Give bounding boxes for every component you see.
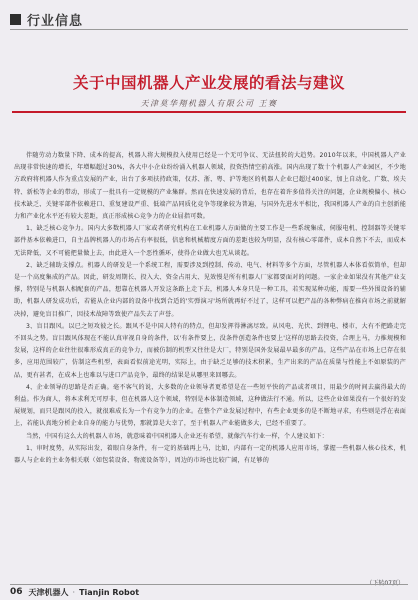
- page-footer: [10, 586, 139, 598]
- section-title: 行业信息: [27, 13, 84, 29]
- footer-divider: [10, 584, 408, 585]
- article-byline: 天津莫华翔机器人有限公司 王赛: [140, 99, 278, 108]
- section-header: [10, 10, 83, 28]
- page-number: 06: [10, 587, 23, 597]
- article-title: 关于中国机器人产业发展的看法与建议: [72, 73, 345, 92]
- paragraph: 4、企业领导的思路是否正确。毫不客气的说，大多数的企业领导者更希望是在一些短平快的产品或者项目，用最少的时间去赢得最大的利益。作为商人，将本求利无可厚非，但在机器人这个领域，特别是本体制造领域，这种做法行不通。所以，这些企业如果没有一个很好的发展规划，而只是跟风的投入，就很难成长为一个有竞争力的企业。在整个产业发展过程中，有些企业更多的是不断地寻求，有些则是浮在表面上，若能认真地分析企业自身的能力与优势，那就算是大幸了，至于机器人产业能做多大，已经不重要了。: [14, 383, 406, 428]
- paragraph: 3、盲目跟风。以已之短攻彼之长。跟风不是中国人特有的特点，但却发挥得淋漓尽致。从风电、光伏、到锂电、楼市，大有不把路走完不回头之势。盲目跟风体现在不能认真审视自身的条件，以'有条件要上，没条件创造条件也要上'这样的思路去投资，合理上马，力推规模和发展，这样的企业往往很难形成真正的竞争力，而被仿制的机型又往往是大厂，特别是国外发展最早最多的产品，这些产品在市场上已存在很多，应用范围较广，仿制这些机型，表面看似前途光明，实际上，由于缺乏足够的技术积累，生产出来的产品在质量与性能上不如原装的产品，更有甚者，在成本上也难以与进口产品竞争，最终的结果是从哪里来回哪去。: [14, 322, 406, 379]
- paragraph: 当然，中国有这么大的机器人市场，就意味着中国机器人企业还有希望，就像汽车行业一样，个人建议如下：: [26, 432, 329, 440]
- paragraph: 伴随劳动力数量下降、成本的提高，机器人将大规模投入使用已经是一个无可争议、无法扭转的大趋势。2010年以来，中国机器人产业出现非常快速的增长，年增幅超过30%，各大中小企业纷纷涌入机器人领域，投资热情空前高涨。国内出现了数十个机器人产业园区，不少地方政府将机器人作为重点发展的产业，出台了多项扶持政策，仅苏、浙、粤、沪等地区的机器人企业已超过400家，加上自动化、广数、埃夫特、新松等企业的带动，形成了一批具有一定规模的产业集群。然而在快速发展的背后，也存在着许多值得关注的问题，企业规模偏小、核心技术缺乏、关键零部件依赖进口、重复建设严重、低端产品同质化竞争等现象较为普遍，与国外先进水平相比，我国机器人产业的自主创新能力和产业化水平还有较大差距，真正形成核心竞争力的企业屈指可数。: [14, 152, 406, 221]
- journal-name-cn: 天津机器人: [28, 587, 69, 597]
- continued-note: （下转07页）: [366, 580, 404, 587]
- article-body: [14, 150, 406, 570]
- section-marker-icon: [10, 14, 21, 25]
- title-divider: [12, 111, 406, 113]
- header-divider: [10, 29, 408, 30]
- footer-separator: ·: [72, 587, 76, 597]
- journal-name-en: Tianjin Robot: [79, 587, 140, 597]
- paragraph: 2、缺乏辅助支撑点。机器人的研发是一个系统工程，需要涉及到控制、传动、电气、材料等多个方面，尽管机器人本体看似简单，但却是一个高度集成的产品。因此，研发周期长、投入大、资金占用大、见效慢是所有机器人厂家都要面对的问题。一家企业如果没有其他产业支撑，特别是与机器人相配套的产品，想靠在机器人开发这条路上走下去，机器人本身只是一种工具，若实现某种功能，需要一些外围设备的辅助，机器人研发成功后，若能从企业内部的设备中找到合适的'实弹演习'场所就再好不过了，这样可以把产品的各种弊病在推向市场之前就解决掉，避免盲目推广，因技术故障等致使产品失去了声誉。: [14, 261, 406, 318]
- paragraph: 1、缺乏核心竞争力。国内大多数机器人厂家或者研究机构在工业机器人方面做的主要工作是一些系统集成，伺服电机、控制器等关键零部件基本依赖进口，自主品牌机器人的市场占有率很低，信息和机械精度方面的差距也较为明显，没有核心零部件，成本自然下不去，而成本无法降低，又不可能把量做上去，由此进入一个恶性循环，使得企业做大也无从谈起。: [14, 225, 406, 257]
- paragraph: 1、审时度势，从实际出发，着眼自身条件，有一定的基础再上马，比如，内部有一定的机器人应用市场，掌握一些机器人核心技术，机器人与企业的主业务相关联（如包装设备、物流设备等），周边的市场也比较广阔，有足够的: [14, 444, 406, 465]
